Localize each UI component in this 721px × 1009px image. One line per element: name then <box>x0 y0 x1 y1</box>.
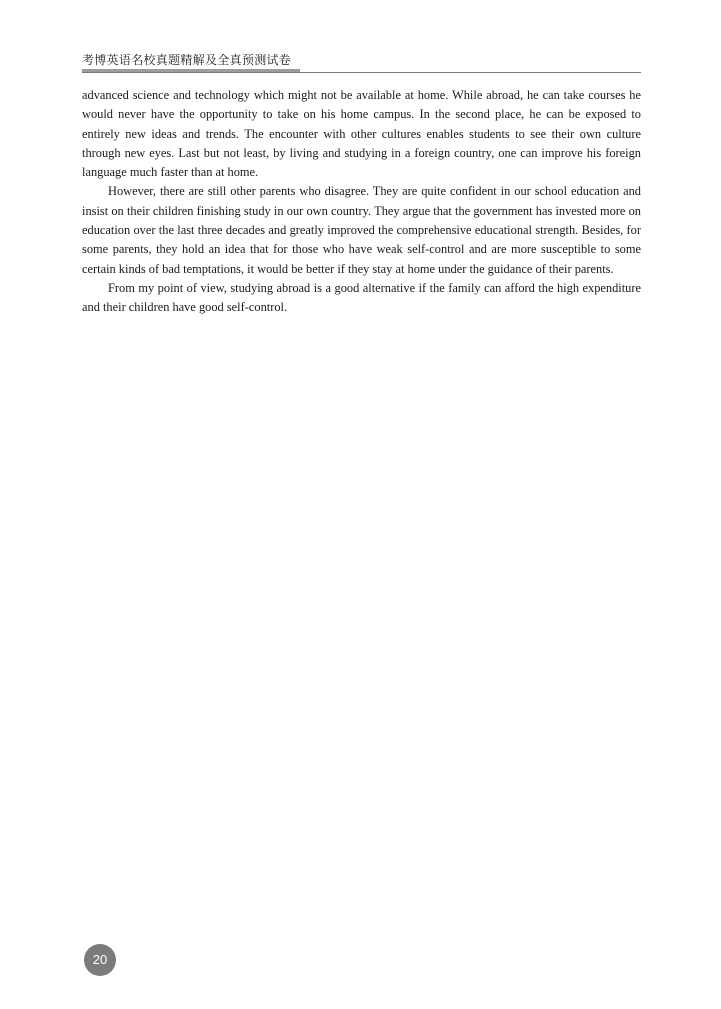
paragraph-continued: advanced science and technology which might not be available at home. While abroad, he can take courses he would never have the opportunity to take on his home campus. In the second place, he can be exposed to entirely new ideas and trends. The encounter with other cultures enables students to see their own culture through new eyes. Last but not least, by living and studying in a foreign country, one can improve his foreign language much faster than at home. <box>82 88 641 180</box>
paragraph: From my point of view, studying abroad is a good alternative if the family can afford the high expenditure and their children have good self-control. <box>82 280 641 315</box>
running-header <box>82 52 641 74</box>
paragraph: However, there are still other parents who disagree. They are quite confident in our school education and insist on their children finishing study in our own country. They argue that the government has invested more on education over the last three decades and greatly improved the comprehensive educational strength. Besides, for some parents, they hold an idea that for those who have weak self-control and are more susceptible to some certain kinds of bad temptations, it would be better if they stay at home under the guidance of their parents. <box>82 184 641 276</box>
page-number-badge: 20 <box>84 944 116 976</box>
header-rule <box>82 72 641 73</box>
body-text <box>82 86 641 318</box>
header-title: 考博英语名校真题精解及全真预测试卷 <box>82 53 292 67</box>
